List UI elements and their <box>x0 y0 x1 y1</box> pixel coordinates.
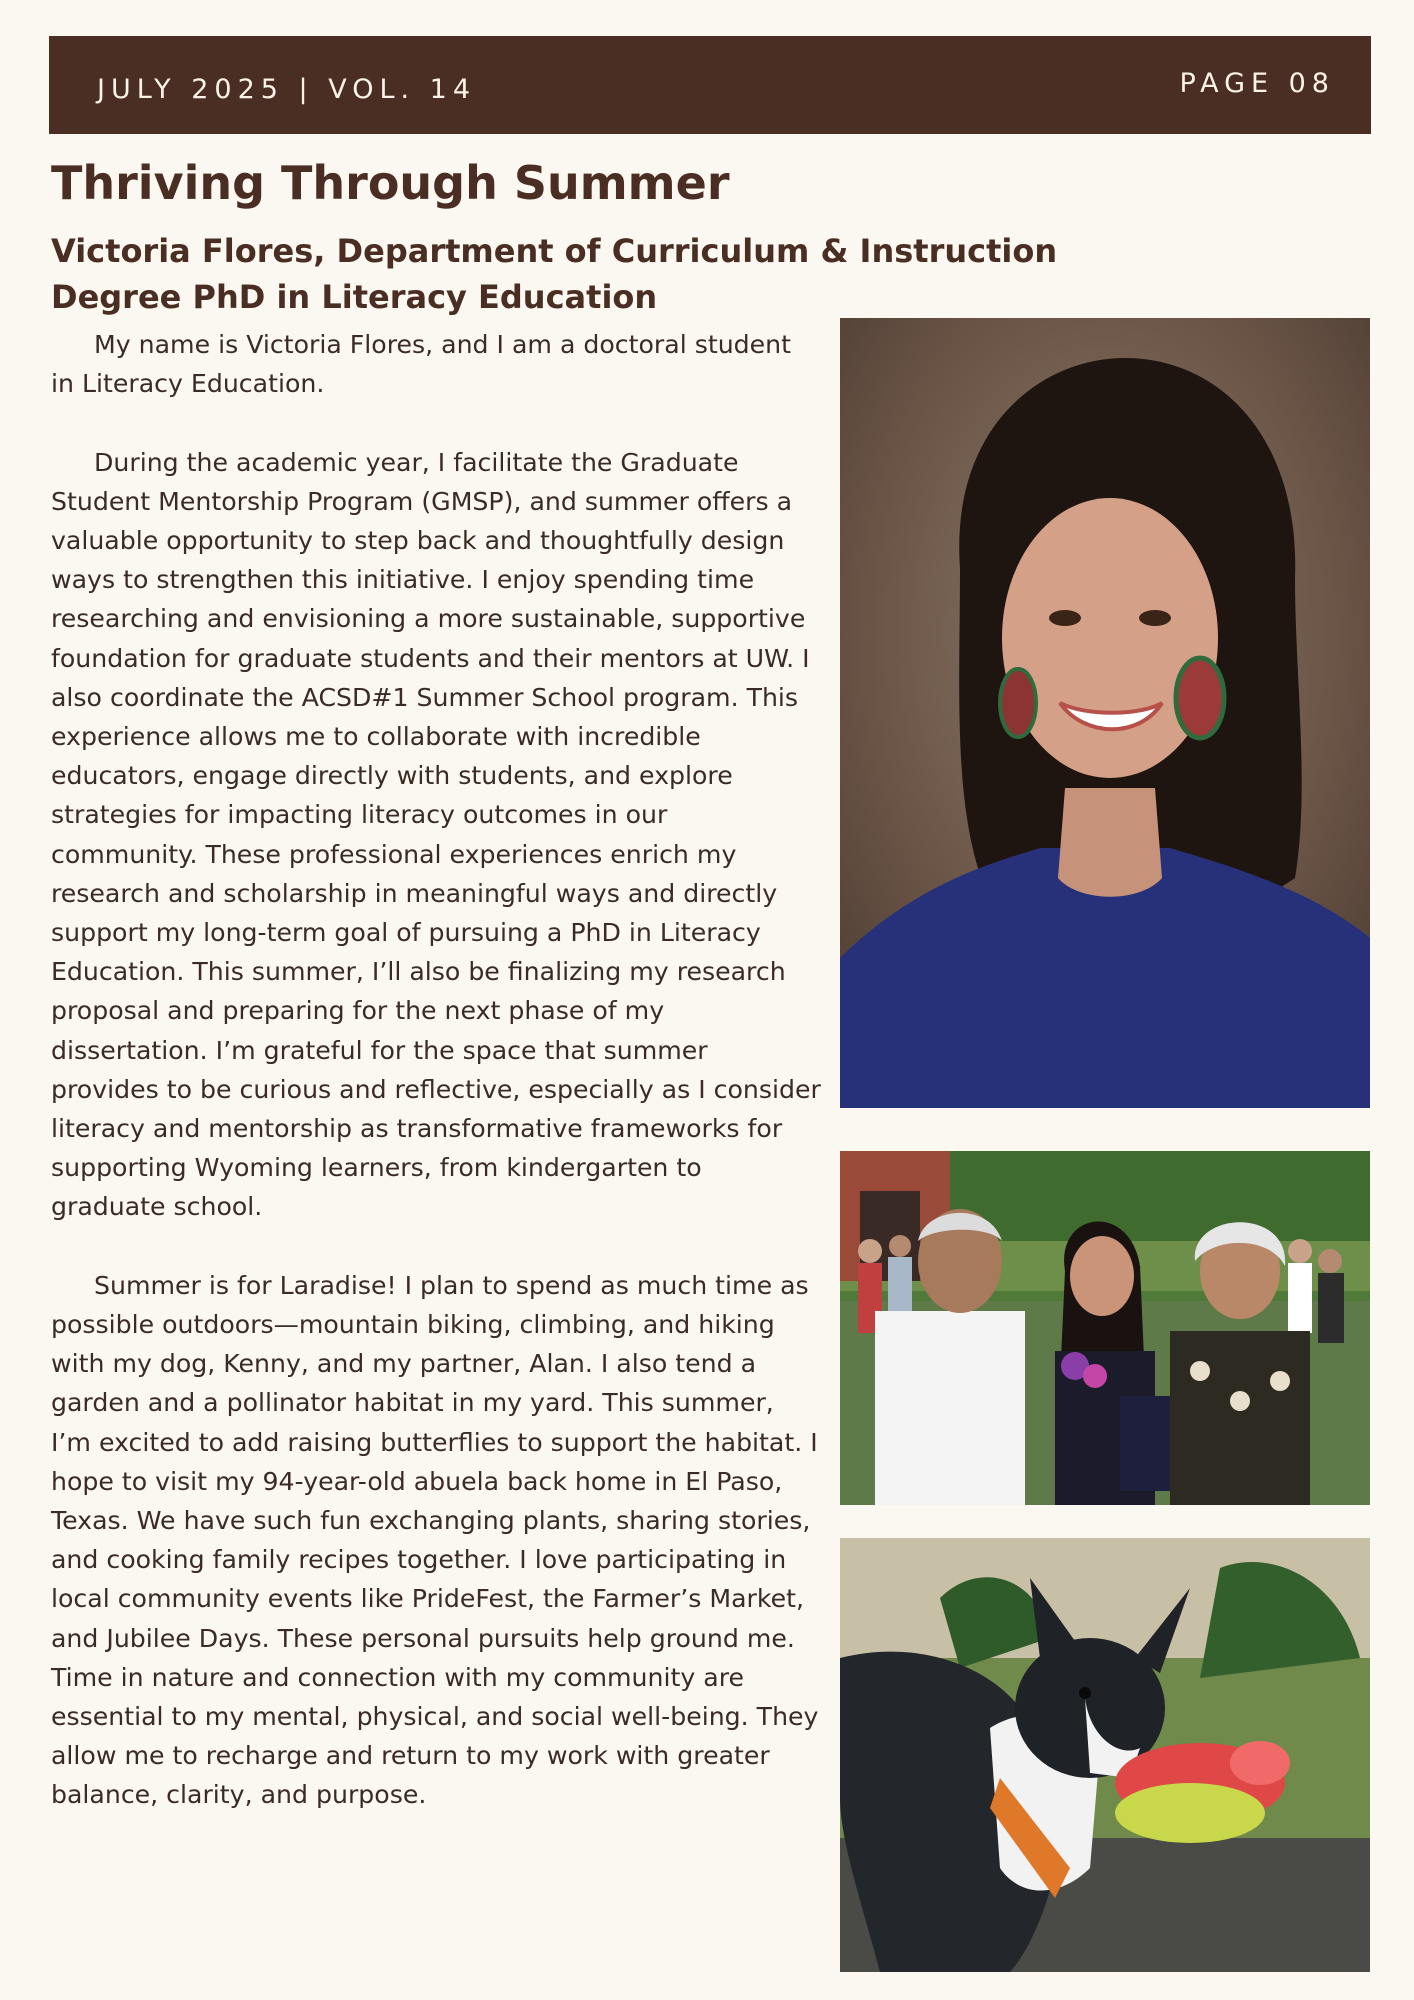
article-byline <box>51 228 1057 320</box>
byline-degree: Degree PhD in Literacy Education <box>51 278 658 316</box>
paragraph-intro: My name is Victoria Flores, and I am a doctoral student in Literacy Education. <box>51 330 791 399</box>
issue-header-bar <box>49 36 1371 134</box>
article-title: Thriving Through Summer <box>51 156 730 210</box>
portrait-photo <box>840 318 1370 1108</box>
article-body <box>51 325 821 1854</box>
issue-date-volume: JULY 2025 | VOL. 14 <box>97 74 477 105</box>
page-number: PAGE 08 <box>1179 68 1335 99</box>
dog-photo <box>840 1538 1370 1972</box>
graduation-photo <box>840 1151 1370 1505</box>
paragraph-academic-year: During the academic year, I facilitate the Graduate Student Mentorship Program (GMSP), and summer offers a valuable opportunity to step back and thoughtfully design ways to strengthen this initiative. I enjoy spending time researching and envisioning a more sustainable, supportive foundation for graduate students and their mentors at UW. I also coordinate the ACSD#1 Summer School program. This experience allows me to collaborate with incredible educators, engage directly with students, and explore strategies for impacting literacy outcomes in our community. These professional experiences enrich my research and scholarship in meaningful ways and directly support my long-term goal of pursuing a PhD in Literacy Education. This summer, I’ll also be finalizing my research proposal and preparing for the next phase of my dissertation. I’m grateful for the space that summer provides to be curious and reflective, especially as I consider literacy and mentorship as transformative frameworks for supporting Wyoming learners, from kindergarten to graduate school. <box>51 447 821 1222</box>
byline-author-department: Victoria Flores, Department of Curriculum & Instruction <box>51 232 1058 270</box>
paragraph-summer-plans: Summer is for Laradise! I plan to spend as much time as possible outdoors—mountain biking, climbing, and hiking with my dog, Kenny, and my partner, Alan. I also tend a garden and a pollinator habitat in my yard. This summer, I’m excited to add raising butterflies to support the habitat. I hope to visit my 94-year-old abuela back home in El Paso, Texas. We have such fun exchanging plants, sharing stories, and cooking family recipes together. I love participating in local community events like PrideFest, the Farmer’s Market, and Jubilee Days. These personal pursuits help ground me. Time in nature and connection with my community are essential to my mental, physical, and social well-being. They allow me to recharge and return to my work with greater balance, clarity, and purpose. <box>51 1270 819 1810</box>
